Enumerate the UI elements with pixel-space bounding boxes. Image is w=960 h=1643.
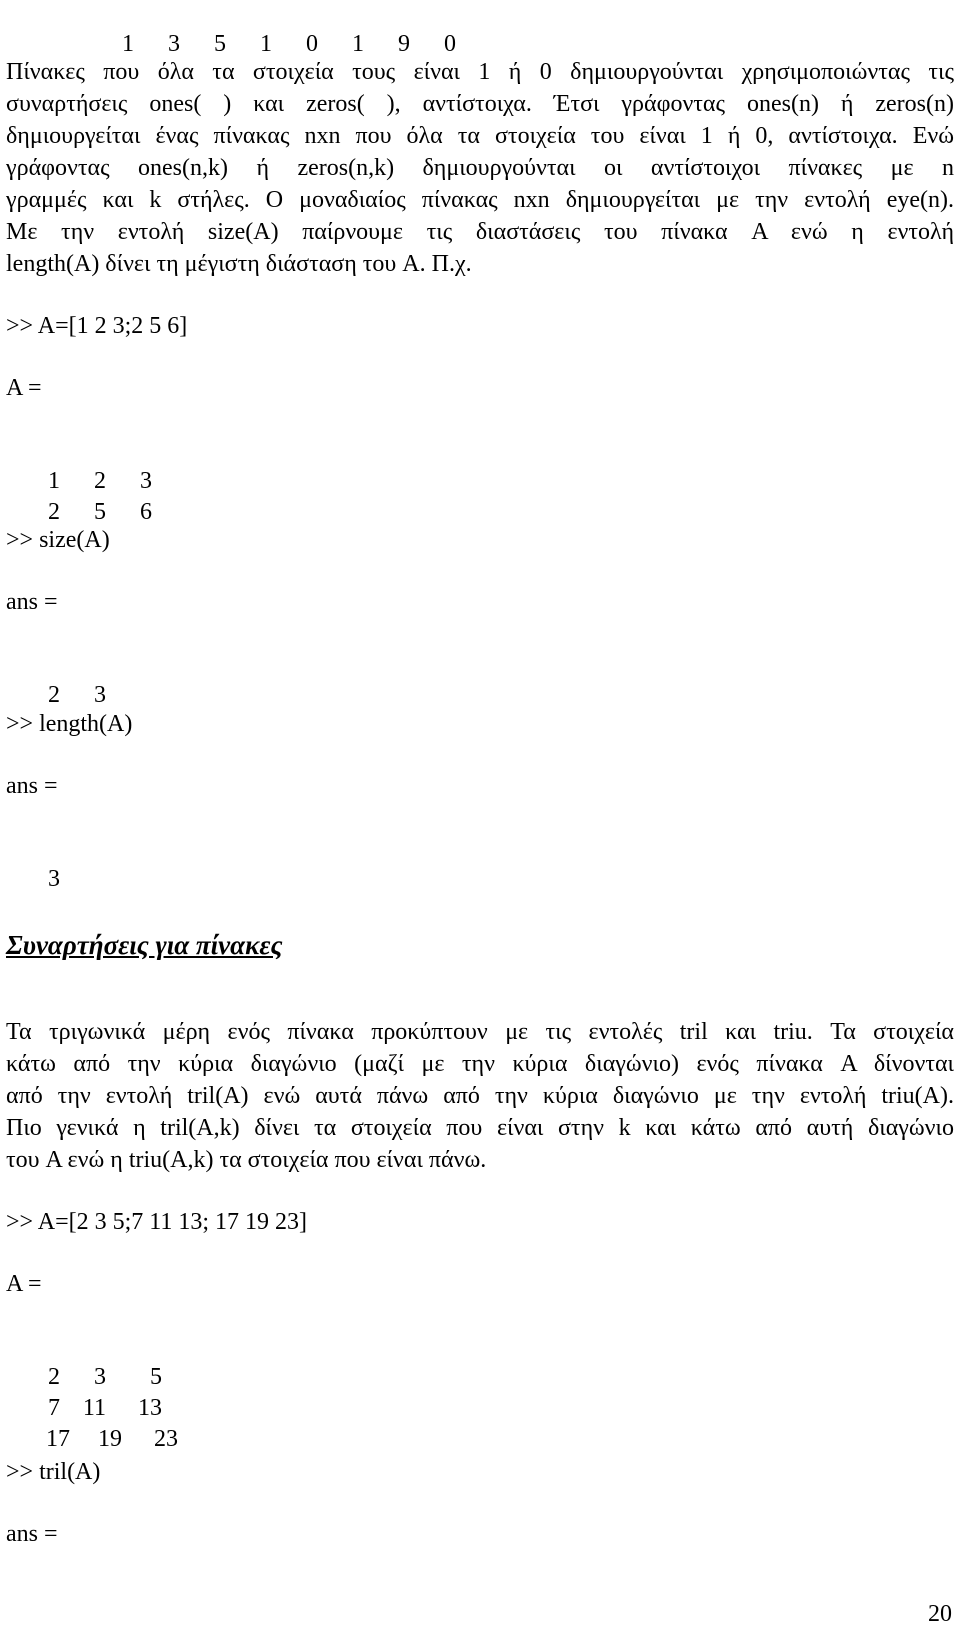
length-result [26, 831, 60, 895]
matrix-cell: 7 [48, 1395, 60, 1421]
command-define-matrix: >> A=[1 2 3;2 5 6] [6, 313, 188, 339]
matrix-cell: 1 [48, 468, 60, 494]
matrix-cell: 17 [46, 1426, 70, 1452]
top-row-cell: 1 [260, 31, 272, 57]
top-row-cell: 0 [306, 31, 318, 57]
top-row-cell: 5 [214, 31, 226, 57]
output-label-a: A = [6, 1271, 42, 1297]
paragraph-line: κάτω από την κύρια διαγώνιο (μαζί με την κύρια διαγώνιο) ενός πίνακα A δίνονται [6, 1051, 954, 1077]
matrix-cell: 6 [140, 499, 152, 525]
page-number: 20 [928, 1601, 952, 1627]
matrix-cell: 2 [94, 468, 106, 494]
paragraph-line: από την εντολή tril(A) ενώ αυτά πάνω από την κύρια διαγώνιο με την εντολή triu(A). [6, 1083, 954, 1109]
paragraph-line: Με την εντολή size(A) παίρνουμε τις διαστάσεις του πίνακα A ενώ η εντολή [6, 219, 954, 245]
output-label-ans: ans = [6, 1521, 58, 1547]
top-number-row [86, 0, 456, 60]
matrix-cell: 3 [140, 468, 152, 494]
matrix-cell: 23 [154, 1426, 178, 1452]
command-define-matrix: >> A=[2 3 5;7 11 13; 17 19 23] [6, 1209, 308, 1235]
result-cell: 2 [48, 682, 60, 708]
top-row-cell: 1 [122, 31, 134, 57]
paragraph-line: συναρτήσεις ones( ) και zeros( ), αντίστοιχα. Έτσι γράφοντας ones(n) ή zeros(n) [6, 91, 955, 117]
matrix-row [26, 1391, 178, 1455]
matrix-cell: 13 [138, 1395, 162, 1421]
paragraph-tril-triu [6, 1016, 954, 1176]
result-cell: 3 [48, 866, 60, 892]
command-size: >> size(A) [6, 527, 110, 553]
paragraph-line: Τα τριγωνικά μέρη ενός πίνακα προκύπτουν με τις εντολές tril και triu. Τα στοιχεία [6, 1019, 954, 1045]
paragraph-line: γραμμές και k στήλες. Ο μοναδιαίος πίνακας nxn δημιουργείται με την εντολή eye(n). [6, 187, 954, 213]
paragraph-line: δημιουργείται ένας πίνακας nxn που όλα τα στοιχεία του είναι 1 ή 0, αντίστοιχα. Ενώ [6, 123, 954, 149]
paragraph-line: του A ενώ η triu(A,k) τα στοιχεία που είναι πάνω. [6, 1147, 487, 1173]
command-tril: >> tril(A) [6, 1459, 101, 1485]
output-label-ans: ans = [6, 589, 58, 615]
output-label-a: A = [6, 375, 42, 401]
output-label-ans: ans = [6, 773, 58, 799]
paragraph-line: length(A) δίνει τη μέγιστη διάσταση του A. Π.χ. [6, 251, 472, 277]
paragraph-ones-zeros [6, 56, 954, 280]
section-heading: Συναρτήσεις για πίνακες [6, 930, 283, 960]
top-row-cell: 9 [398, 31, 410, 57]
matrix-cell: 19 [98, 1426, 122, 1452]
top-row-cell: 0 [444, 31, 456, 57]
paragraph-line: Πιο γενικά η tril(A,k) δίνει τα στοιχεία που είναι στην k και κάτω από αυτή διαγώνιο [6, 1115, 954, 1141]
top-row-cell: 3 [168, 31, 180, 57]
top-row-cell: 1 [352, 31, 364, 57]
matrix-row [26, 464, 152, 528]
matrix-cell: 3 [94, 1364, 106, 1390]
matrix-cell: 2 [48, 1364, 60, 1390]
matrix-cell: 5 [150, 1364, 162, 1390]
command-length: >> length(A) [6, 711, 133, 737]
paragraph-line: Πίνακες που όλα τα στοιχεία τους είναι 1 ή 0 δημιουργούνται χρησιμοποιώντας τις [6, 59, 954, 85]
matrix-cell: 2 [48, 499, 60, 525]
matrix-cell: 11 [82, 1395, 106, 1421]
matrix-cell: 5 [94, 499, 106, 525]
paragraph-line: γράφοντας ones(n,k) ή zeros(n,k) δημιουργούνται οι αντίστοιχοι πίνακες με n [6, 155, 954, 181]
size-result-row [26, 647, 106, 711]
result-cell: 3 [94, 682, 106, 708]
